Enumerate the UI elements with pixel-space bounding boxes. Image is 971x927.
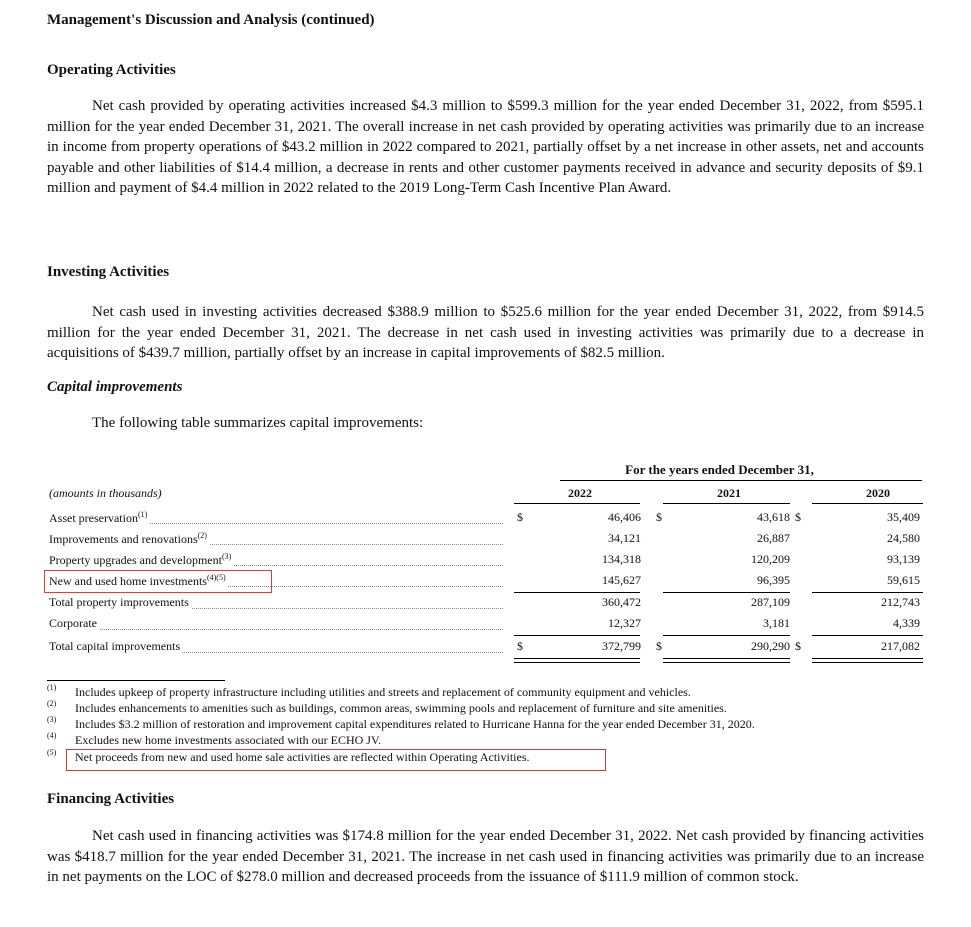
grand-total-double-rule xyxy=(812,658,923,663)
table-row xyxy=(47,571,923,592)
value-2021: 43,618 xyxy=(757,510,790,524)
year-header-2022: 2022 xyxy=(568,486,592,500)
grand-total-double-rule xyxy=(663,658,790,663)
row-label: Improvements and renovations$^{(2)}$ xyxy=(49,531,207,546)
row-label: Total property improvements xyxy=(49,595,189,609)
value-2021: 26,887 xyxy=(757,531,790,545)
financing-activities-heading: Financing Activities xyxy=(47,791,175,807)
highlight-box-footnote xyxy=(66,749,606,771)
grand-total-double-rule xyxy=(514,658,640,663)
page-header: Management's Discussion and Analysis (continued) xyxy=(47,12,375,28)
value-2020: 4,339 xyxy=(893,616,920,630)
value-2020: 59,615 xyxy=(887,573,920,587)
value-2020: 35,409 xyxy=(887,510,920,524)
capital-improvements-intro: The following table summarizes capital improvements: xyxy=(92,415,424,431)
year-rule-2021 xyxy=(663,503,790,504)
row-label: New and used home investments$^{(4)(5)}$ xyxy=(49,573,226,588)
total-rule xyxy=(663,635,790,636)
table-row xyxy=(47,637,923,658)
value-2022: 372,799 xyxy=(602,639,641,653)
value-2022: 360,472 xyxy=(602,595,641,609)
value-2021: 96,395 xyxy=(757,573,790,587)
investing-activities-heading: Investing Activities xyxy=(47,264,170,280)
row-label: Property upgrades and development$^{(3)}$ xyxy=(49,552,232,567)
row-label: Corporate xyxy=(49,616,97,630)
value-2022: 46,406 xyxy=(608,510,641,524)
currency-symbol: $ xyxy=(656,510,662,524)
document-page: Management's Discussion and Analysis (continued) Operating Activities Net cash provided by operating activities increased $4.3 million to $599.3 million for the year ended December 31, 2022, from $595.1 million for the year ended December 31, 2021. The overall increase in net cash provided by operating activities was primarily due to an increase in income from property operations of $43.2 million in 2022 compared to 2021, partially offset by a net increase in other assets, net and accounts payable and other liabilities of $14.4 million, a decrease in rents and other customer payments received in advance and security deposits of $9.1 million and payment of $4.4 million in 2022 related to the 2019 Long-Term Cash Incentive Plan Award. Investing Activities Net cash used in investing activities decreased $388.9 million to $525.6 million for the year ended December 31, 2022, from $914.5 million for the year ended December 31, 2021. The decrease in net cash used in investing activities was primarily due to a decrease in acquisitions of $439.7 million, partially offset by an increase in capital improvements of $82.5 million. Capital improvements The following table summarizes capital improvements: For the years ended December 31, (amounts in thousands) 2022 2021 2020 Asset preservation$^{(1)}$ $ 46,406 $ 43,618 $ 35,409 Improvements and renovations$^{(2)}$ 34,121 26,887 24,580 Property upgrades and development$^{(3)}$ 134,318 120,209 93,139 New and used home investments$^{(4)(5)}$ 145,627 96,395 59,615 Total property improvements 360,472 287,109 212,743 Corporate 12,327 3,181 4,339 Total capital improvements $ 372,799 $ 290,290 $ 217,082 (1) Includes upkeep of property infrastructure including utilities and streets and replacement of community equipment and vehicles. (2) Includes enhancements to amenities such as buildings, common areas, swimming pools and replacement of furniture and site amenities. (3) Includes $3.2 million of restoration and improvement capital expenditures related to Hurricane Hanna for the year ended December 31, 2020. (4) Excludes new home investments associated with our ECHO JV. (5) Net proceeds from new and used home sale activities are reflected within Operating Activities. Financing Activities Net cash used in financing activities was $174.8 million for the year ended December 31, 2022. Net cash provided by financing activities was $418.7 million for the year ended December 31, 2021. The increase in net cash used in financing activities was primarily due to an increase in net payments on the LOC of $278.0 million and decreased proceeds from the issuance of $111.9 million of common stock. xyxy=(0,0,971,927)
leader-dots xyxy=(51,629,503,630)
operating-activities-paragraph: Net cash provided by operating activities increased $4.3 million to $599.3 million for the year ended December 31, 2022, from $595.1 million for the year ended December 31, 2021. The overall increase in net cash provided by operating activities was primarily due to an increase in income from property operations of $43.2 million in 2022 compared to 2021, partially offset by a net increase in other assets, net and accounts payable and other liabilities of $14.4 million, a decrease in rents and other customer payments received in advance and security deposits of $9.1 million and payment of $4.4 million in 2022 related to the 2019 Long-Term Cash Incentive Plan Award. xyxy=(47,98,924,196)
year-rule-2022 xyxy=(514,503,640,504)
value-2020: 212,743 xyxy=(881,595,920,609)
total-rule xyxy=(812,635,923,636)
value-2020: 93,139 xyxy=(887,552,920,566)
value-2021: 290,290 xyxy=(751,639,790,653)
total-rule xyxy=(514,635,640,636)
value-2021: 287,109 xyxy=(751,595,790,609)
table-row xyxy=(47,614,923,635)
footnote-rule xyxy=(47,680,225,681)
table-units-label: (amounts in thousands) xyxy=(49,486,162,500)
group-header-rule xyxy=(560,480,922,481)
table-row xyxy=(47,529,923,550)
operating-activities-heading: Operating Activities xyxy=(47,62,176,78)
year-header-2021: 2021 xyxy=(717,486,741,500)
value-2020: 217,082 xyxy=(881,639,920,653)
capital-improvements-heading: Capital improvements xyxy=(47,379,183,395)
table-group-header: For the years ended December 31, xyxy=(625,462,814,477)
year-rule-2020 xyxy=(812,503,923,504)
row-label: Asset preservation$^{(1)}$ xyxy=(49,510,148,525)
value-2021: 120,209 xyxy=(751,552,790,566)
financing-activities-paragraph: Net cash used in financing activities was $174.8 million for the year ended December 31, 2022. Net cash provided by financing activities was $418.7 million for the year ended December 31, 2021. The increase in net cash used in financing activities was primarily due to an increase in net payments on the LOC of $278.0 million and decreased proceeds from the issuance of $111.9 million of common stock. xyxy=(47,828,924,885)
value-2021: 3,181 xyxy=(763,616,790,630)
table-row xyxy=(47,550,923,571)
value-2022: 145,627 xyxy=(602,573,641,587)
row-label: Total capital improvements xyxy=(49,639,181,653)
value-2022: 12,327 xyxy=(608,616,641,630)
value-2022: 134,318 xyxy=(602,552,641,566)
value-2022: 34,121 xyxy=(608,531,641,545)
currency-symbol: $ xyxy=(517,510,523,524)
table-row xyxy=(47,508,923,529)
currency-symbol: $ xyxy=(656,639,662,653)
table-row xyxy=(47,593,923,614)
investing-activities-paragraph: Net cash used in investing activities decreased $388.9 million to $525.6 million for the year ended December 31, 2022, from $914.5 million for the year ended December 31, 2021. The decrease in net cash used in investing activities was primarily due to a decrease in acquisitions of $439.7 million, partially offset by an increase in capital improvements of $82.5 million. xyxy=(47,304,924,361)
value-2020: 24,580 xyxy=(887,531,920,545)
year-header-2020: 2020 xyxy=(866,486,890,500)
currency-symbol: $ xyxy=(795,639,801,653)
currency-symbol: $ xyxy=(795,510,801,524)
currency-symbol: $ xyxy=(517,639,523,653)
